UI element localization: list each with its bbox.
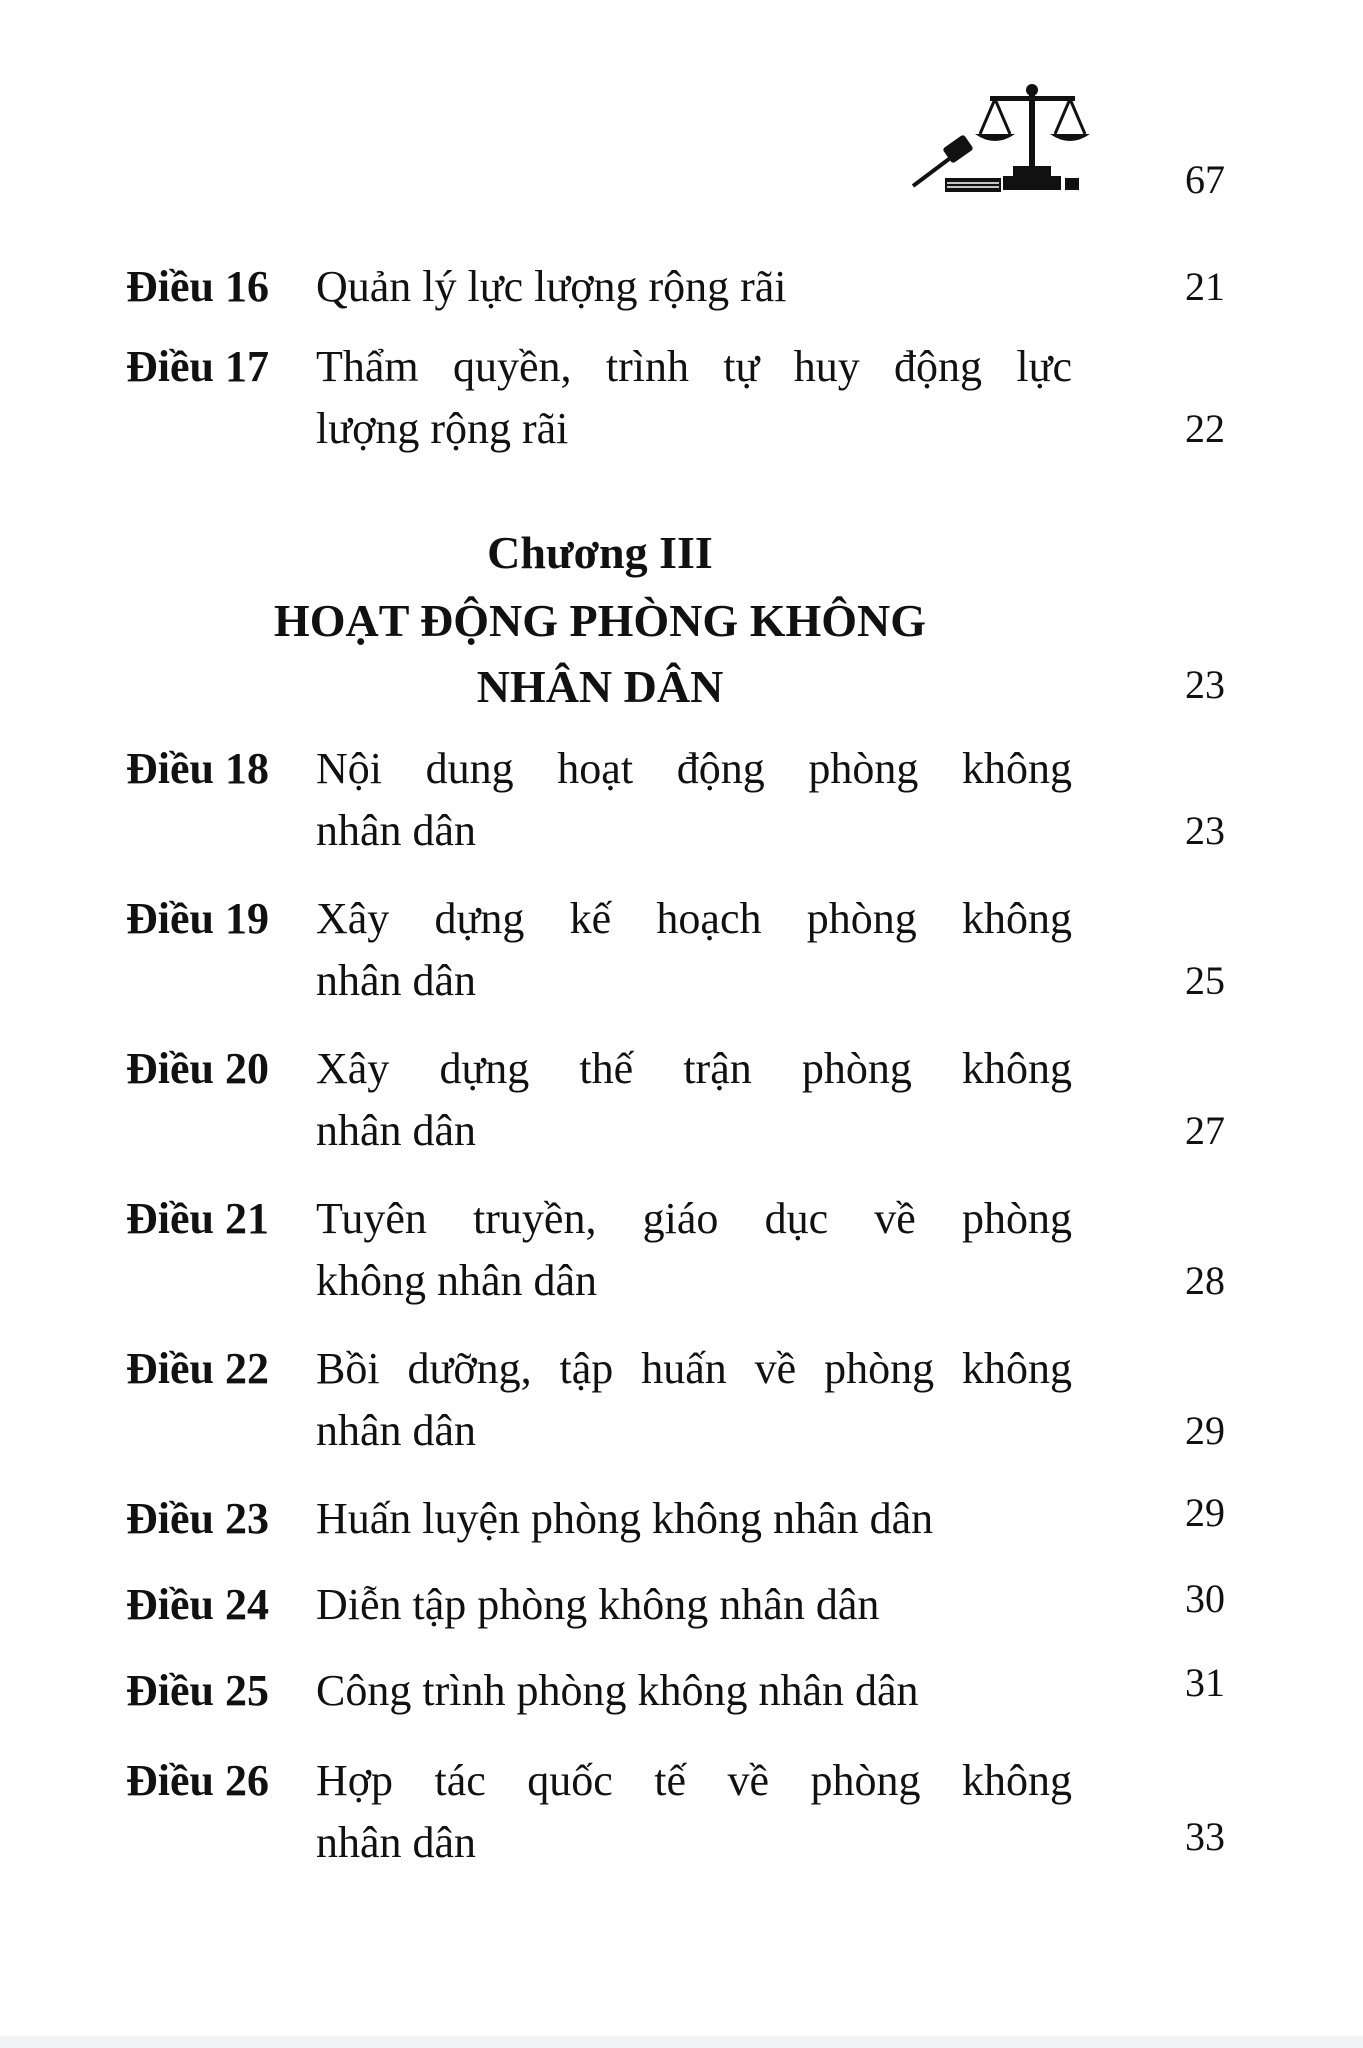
- article-page: 29: [1185, 1408, 1225, 1453]
- article-title: [316, 1188, 1072, 1312]
- article-page: 27: [1185, 1108, 1225, 1153]
- article-title: [316, 1660, 1072, 1722]
- article-title: [316, 256, 1072, 318]
- article-title-line: Công trình phòng không nhân dân: [316, 1666, 919, 1715]
- article-title-line: Xây dựng thế trận phòng không: [316, 1044, 1072, 1093]
- article-label: Điều 16: [126, 262, 269, 311]
- article-page: 23: [1185, 808, 1225, 853]
- article-page: 30: [1185, 1576, 1225, 1621]
- chapter-label: Chương III: [487, 527, 713, 578]
- article-title-line: nhân dân: [316, 806, 477, 855]
- article-title-line: Hợp tác quốc tế về phòng không: [316, 1756, 1072, 1805]
- article-title: [316, 1574, 1072, 1636]
- article-label: Điều 23: [126, 1494, 269, 1543]
- article-page: 31: [1185, 1660, 1225, 1705]
- scales-of-justice-and-gavel-icon: [905, 82, 1090, 197]
- article-title-line: Bồi dưỡng, tập huấn về phòng không: [316, 1344, 1072, 1393]
- page-number: 67: [1185, 157, 1225, 202]
- article-label: Điều 20: [126, 1044, 269, 1093]
- article-title: [316, 888, 1072, 1012]
- article-title-line: Nội dung hoạt động phòng không: [316, 744, 1072, 793]
- article-label: Điều 21: [126, 1194, 269, 1243]
- article-title-line: nhân dân: [316, 1818, 477, 1867]
- article-title-line: Xây dựng kế hoạch phòng không: [316, 894, 1072, 943]
- article-title: [316, 1488, 1072, 1550]
- article-label: Điều 25: [126, 1666, 269, 1715]
- article-title: [316, 1338, 1072, 1462]
- article-title-line: Quản lý lực lượng rộng rãi: [316, 262, 787, 311]
- article-title-line: không nhân dân: [316, 1256, 598, 1305]
- chapter-title-line: HOẠT ĐỘNG PHÒNG KHÔNG: [273, 595, 927, 646]
- article-title-line: nhân dân: [316, 1406, 477, 1455]
- article-title: [316, 1750, 1072, 1874]
- article-title-line: nhân dân: [316, 1106, 477, 1155]
- chapter-page: 23: [1185, 662, 1225, 707]
- article-title-line: lượng rộng rãi: [316, 404, 569, 453]
- article-title: [316, 1038, 1072, 1162]
- article-label: Điều 19: [126, 894, 269, 943]
- article-page: 33: [1185, 1814, 1225, 1859]
- article-page: 28: [1185, 1258, 1225, 1303]
- article-label: Điều 24: [126, 1580, 269, 1629]
- article-label: Điều 17: [126, 342, 269, 391]
- article-title-line: Tuyên truyền, giáo dục về phòng: [316, 1194, 1072, 1243]
- article-page: 29: [1185, 1490, 1225, 1535]
- article-page: 25: [1185, 958, 1225, 1003]
- article-label: Điều 18: [126, 744, 269, 793]
- page-bottom-edge: [0, 2036, 1363, 2048]
- chapter-title-line: NHÂN DÂN: [476, 661, 724, 712]
- article-page: 22: [1185, 406, 1225, 451]
- article-title-line: Thẩm quyền, trình tự huy động lực: [316, 342, 1072, 391]
- article-label: Điều 26: [126, 1756, 269, 1805]
- article-title-line: Huấn luyện phòng không nhân dân: [316, 1494, 934, 1543]
- article-title-line: Diễn tập phòng không nhân dân: [316, 1580, 880, 1629]
- article-title: [316, 738, 1072, 862]
- article-page: 21: [1185, 264, 1225, 309]
- article-label: Điều 22: [126, 1344, 269, 1393]
- article-title: [316, 336, 1072, 460]
- article-title-line: nhân dân: [316, 956, 477, 1005]
